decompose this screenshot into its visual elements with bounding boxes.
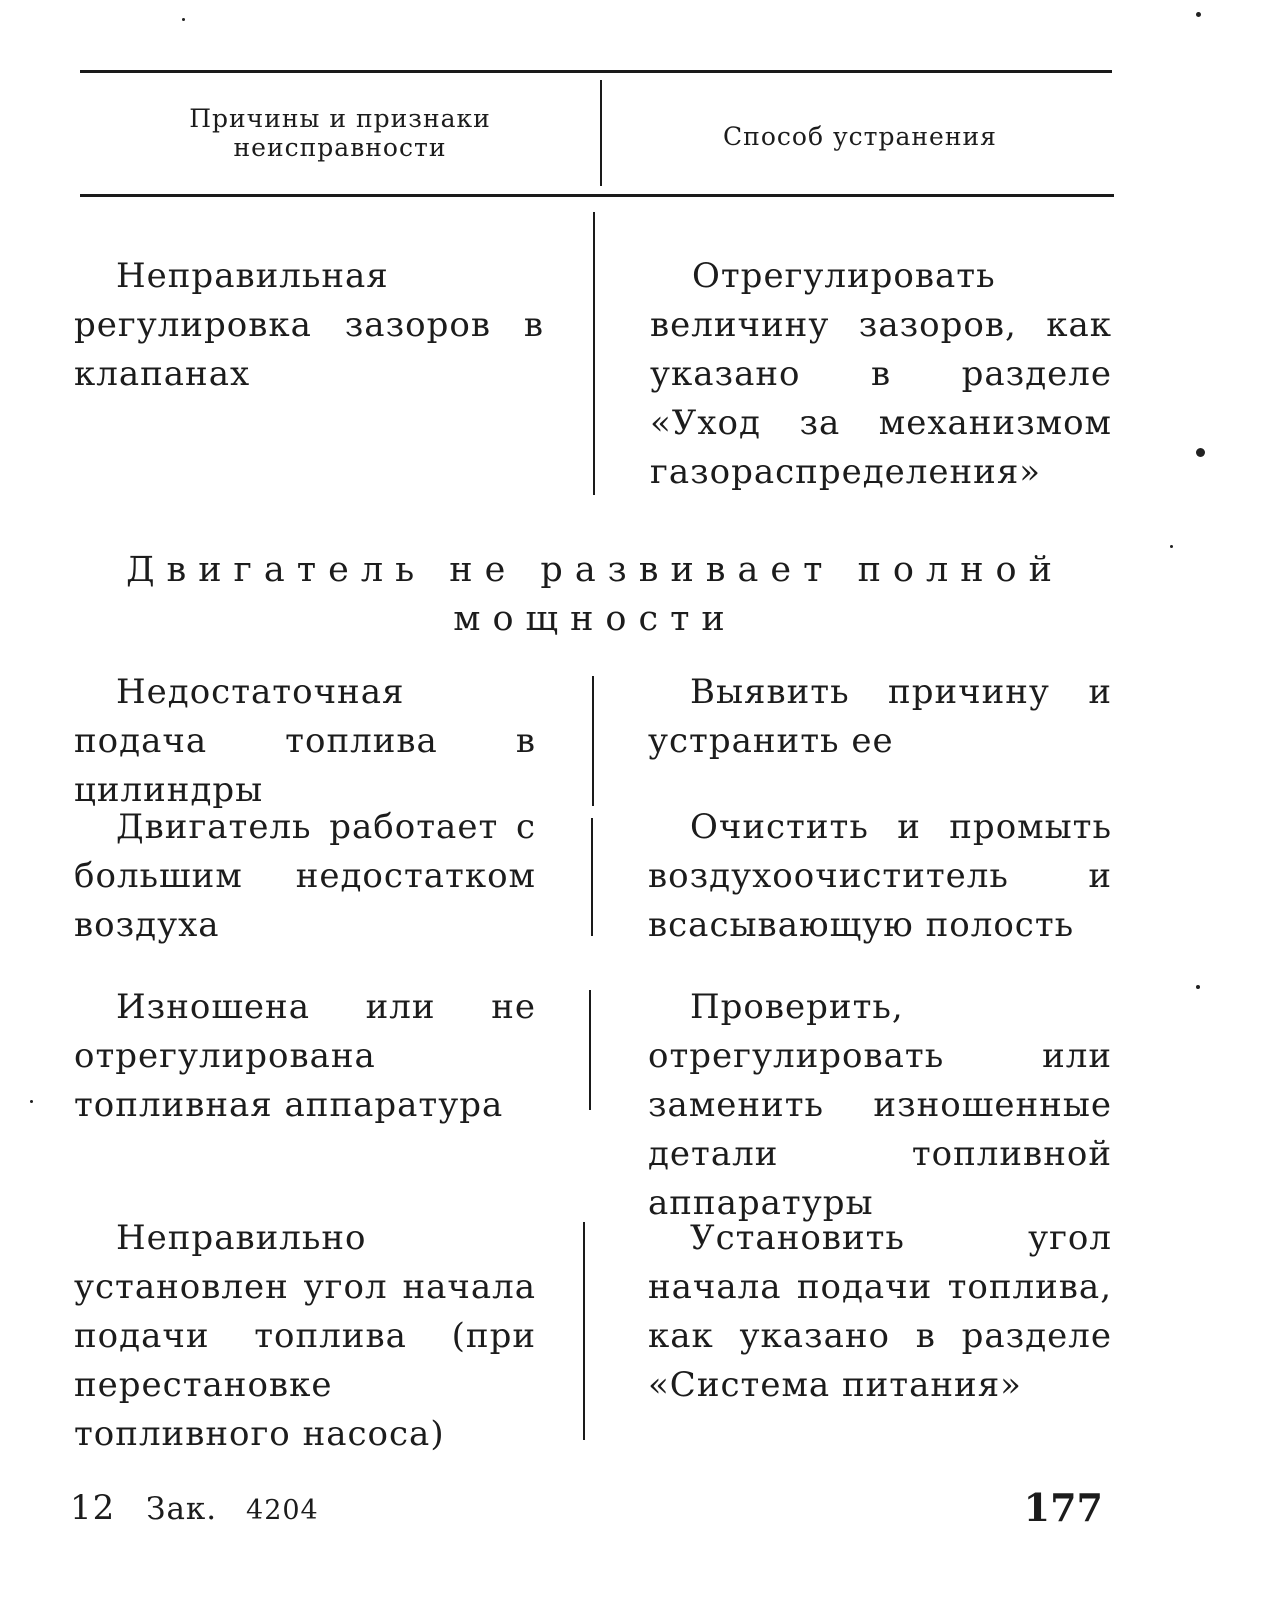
row5-column-divider [583, 1222, 585, 1440]
cause-fuel-supply: Недостаточная подача топлива в цилиндры [74, 672, 536, 810]
cause-fuel-equipment: Изношена или не отрегулирована топливная аппаратура [74, 987, 536, 1125]
header-column-divider [600, 80, 602, 186]
header-causes: Причины и признаки неисправности [189, 104, 491, 162]
row4-column-divider [589, 990, 591, 1110]
scan-speck [1170, 545, 1173, 548]
remedy-injection-angle: Установить угол начала подачи топлива, как указано в разделе «Система питания» [648, 1218, 1112, 1405]
remedy-valve-clearance: Отрегулировать величину зазоров, как указано в разделе «Уход за механизмом газораспределения» [650, 256, 1112, 492]
header-bottom-rule [80, 194, 1114, 197]
table-top-rule [80, 70, 1112, 73]
row3-column-divider [591, 818, 593, 936]
scan-speck [1196, 12, 1201, 17]
signature-number: 12 [70, 1488, 116, 1528]
row2-column-divider [592, 676, 594, 806]
row1-column-divider [593, 212, 595, 495]
remedy-fuel-equipment: Проверить, отрегулировать или заменить изношенные детали топливной аппаратуры [648, 987, 1112, 1223]
header-remedy: Способ устранения [723, 122, 997, 151]
page-number: 177 [1023, 1485, 1103, 1530]
scan-speck [1196, 448, 1205, 457]
section-title: Двигатель не развивает полной мощности [126, 550, 1064, 639]
scan-speck [182, 18, 185, 21]
printer-signature [70, 1488, 319, 1531]
scan-speck [1196, 985, 1200, 989]
cause-valve-clearance: Неправильная регулировка зазоров в клапанах [74, 256, 544, 394]
order-label: Зак. [146, 1491, 218, 1527]
remedy-fuel-supply: Выявить причину и устранить ее [648, 672, 1112, 761]
remedy-air-cleaner: Очистить и промыть воздухоочиститель и всасывающую полость [648, 807, 1112, 945]
cause-air-shortage: Двигатель работает с большим недостатком воздуха [74, 807, 536, 945]
cause-injection-angle: Неправильно установлен угол начала подачи топлива (при перестановке топливного насоса) [74, 1218, 536, 1454]
scan-speck [30, 1100, 33, 1103]
order-number: 4204 [246, 1495, 319, 1526]
